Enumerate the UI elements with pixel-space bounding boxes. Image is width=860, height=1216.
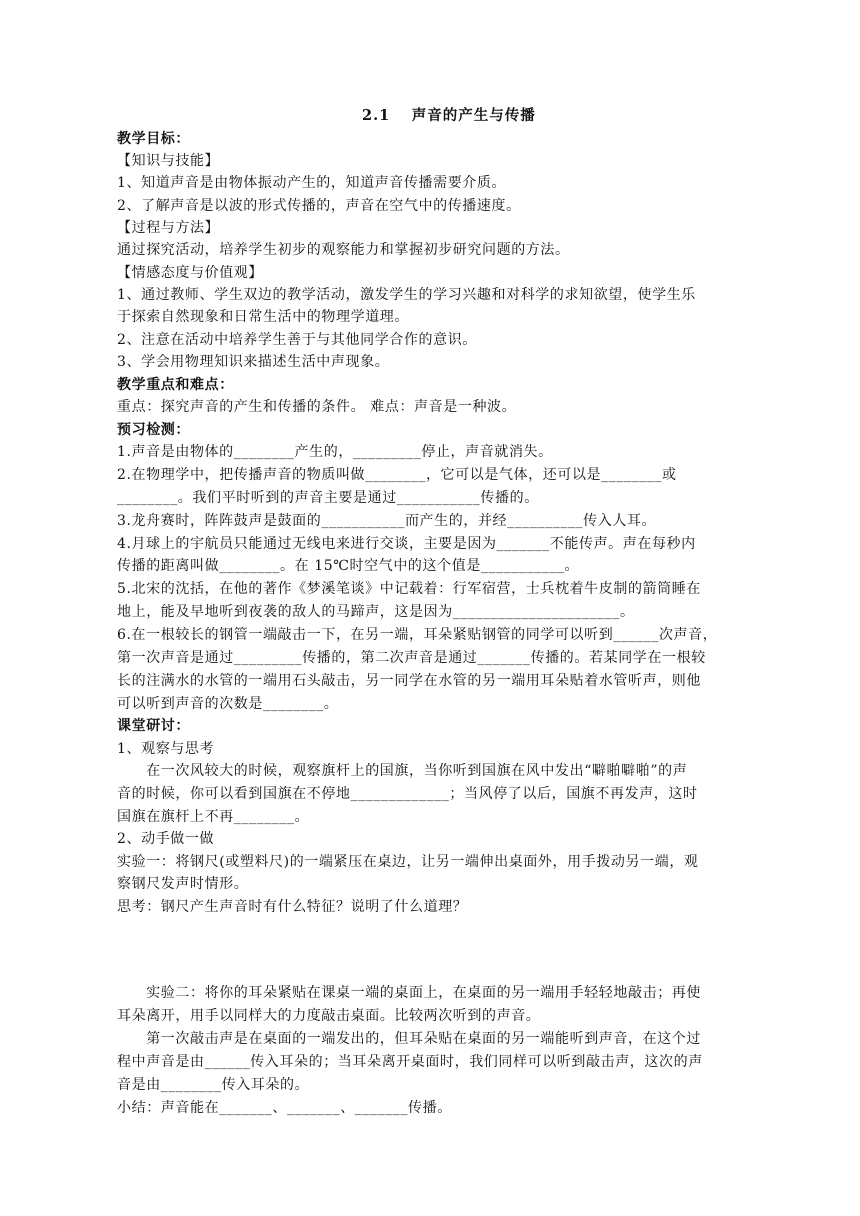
experiment-2-line-2: 耳朵离开，用手以同样大的力度敲击桌面。比较两次听到的声音。 [117,1008,541,1024]
key-points-heading: 教学重点和难点： [117,377,234,393]
knowledge-item-1: 1、知道声音是由物体振动产生的，知道声音传播需要介质。 [117,175,507,191]
process-heading: 【过程与方法】 [117,220,220,236]
experiment-2-line-4: 程中声音是由______传入耳朵的；当耳朵离开桌面时，我们同样可以听到敲击声，这次的声 [117,1054,703,1070]
knowledge-item-2: 2、了解声音是以波的形式传播的，声音在空气中的传播速度。 [117,198,521,214]
process-item-1: 通过探究活动，培养学生初步的观察能力和掌握初步研究问题的方法。 [117,242,570,258]
key-points-text: 重点：探究声音的产生和传播的条件。 难点：声音是一种波。 [117,399,517,415]
experiment-1-line-1: 实验一：将钢尺(或塑料尺)的一端紧压在桌边，让另一端伸出桌面外，用手拨动另一端，观 [117,854,699,870]
preview-question-6-line-4: 可以听到声音的次数是________。 [117,696,339,712]
knowledge-heading: 【知识与技能】 [117,153,220,169]
preview-question-6-line-1: 6.在一根较长的钢管一端敲击一下，在另一端，耳朵紧贴钢管的同学可以听到______次声音， [117,627,718,643]
preview-question-6-line-2: 第一次声音是通过_________传播的，第二次声音是通过_______传播的。若某同学在一根较 [117,650,706,666]
classroom-heading: 课堂研讨： [117,718,190,734]
summary-line: 小结：声音能在_______、_______、_______传播。 [117,1100,452,1116]
experiment-2-line-5: 音是由________传入耳朵的。 [117,1077,310,1093]
preview-heading: 预习检测： [117,422,190,438]
preview-question-4-line-1: 4.月球上的宇航员只能通过无线电来进行交谈，主要是因为_______不能传声。声在每秒内 [117,536,696,552]
attitude-item-3: 3、学会用物理知识来描述生活中声现象。 [117,354,390,370]
section-1-line-2: 音的时候，你可以看到国旗在不停地_____________；当风停了以后，国旗不再发声，这时 [117,786,698,802]
preview-question-2-line-2: ________。我们平时听到的声音主要是通过___________传播的。 [117,490,539,506]
preview-question-2-line-1: 2.在物理学中，把传播声音的物质叫做________，它可以是气体，还可以是________或 [117,467,677,483]
attitude-item-1-line-1: 1、通过教师、学生双边的教学活动，激发学生的学习兴趣和对科学的求知欲望，使学生乐 [117,287,696,303]
attitude-item-2: 2、注意在活动中培养学生善于与其他同学合作的意识。 [117,332,477,348]
preview-question-5-line-1: 5.北宋的沈括，在他的著作《梦溪笔谈》中记载着：行军宿营，士兵枕着牛皮制的箭筒睡在 [117,581,701,597]
experiment-2-line-1: 实验二：将你的耳朵紧贴在课桌一端的桌面上，在桌面的另一端用手轻轻地敲击；再使 [117,985,701,1001]
preview-question-5-line-2: 地上，能及早地听到夜袭的敌人的马蹄声，这是因为______________________。 [117,604,635,620]
objectives-heading: 教学目标： [117,131,190,147]
attitude-heading: 【情感态度与价值观】 [117,265,263,281]
think-question: 思考：钢尺产生声音时有什么特征？说明了什么道理？ [117,899,468,915]
section-1-line-3: 国旗在旗杆上不再________。 [117,809,310,825]
experiment-2-line-3: 第一次敲击声是在桌面的一端发出的，但耳朵贴在桌面的另一端能听到声音，在这个过 [117,1031,701,1047]
section-1-heading: 1、观察与思考 [117,741,215,757]
preview-question-4-line-2: 传播的距离叫做________。在 15℃时空气中的这个值是___________。 [117,558,580,574]
attitude-item-1-line-2: 于探索自然现象和日常生活中的物理学道理。 [117,309,409,325]
preview-question-3: 3.龙舟赛时，阵阵鼓声是鼓面的___________而产生的，并经__________传入人耳。 [117,513,657,529]
page-title: 2.1 声音的产生与传播 [362,107,536,124]
preview-question-1: 1.声音是由物体的________产生的，_________停止，声音就消失。 [117,444,553,460]
section-1-line-1: 在一次风较大的时候，观察旗杆上的国旗，当你听到国旗在风中发出“噼啪噼啪”的声 [117,763,688,779]
experiment-1-line-2: 察钢尺发声时情形。 [117,876,249,892]
preview-question-6-line-3: 长的注满水的水管的一端用石头敲击，另一同学在水管的另一端用耳朵贴着水管听声，则他 [117,673,701,689]
section-2-heading: 2、动手做一做 [117,831,215,847]
